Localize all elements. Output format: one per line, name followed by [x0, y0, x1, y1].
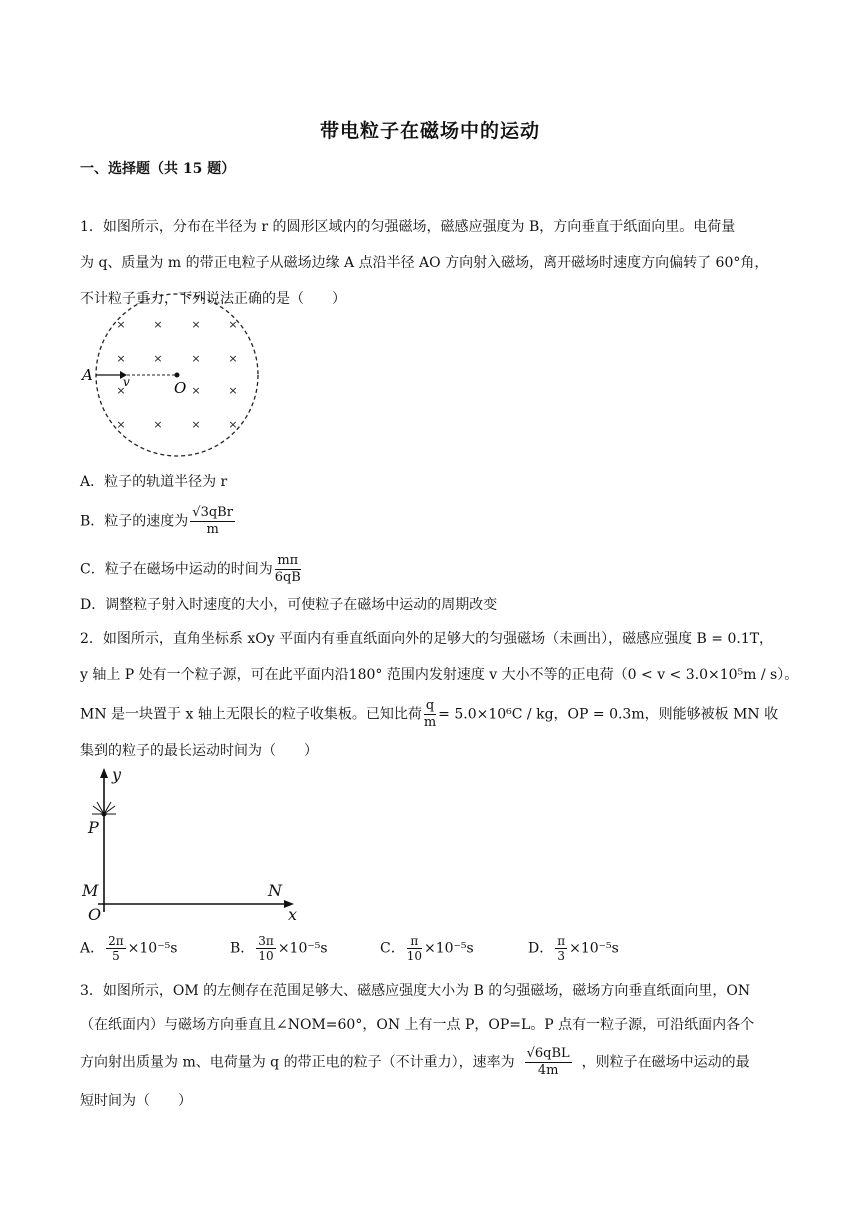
field-cross: ×	[116, 352, 126, 365]
point-P	[102, 812, 107, 817]
q3-line-4: 短时间为（ ）	[80, 1093, 192, 1109]
q2-line-1: 2．如图所示，直角坐标系 xOy 平面内有垂直纸面向外的足够大的匀强磁场（未画出），磁感应强度 B = 0.1T，	[80, 631, 774, 647]
label-O: O	[174, 379, 187, 397]
label-x: x	[288, 905, 298, 924]
field-cross: ×	[191, 384, 201, 397]
field-cross: ×	[116, 418, 126, 431]
q3-line-2: （在纸面内）与磁场方向垂直且∠NOM=60°，ON 上有一点 P，OP=L。P 点有一粒子源，可沿纸面内各个	[80, 1017, 755, 1033]
field-cross: ×	[153, 418, 163, 431]
field-cross: ×	[228, 418, 238, 431]
field-cross: ×	[153, 352, 163, 365]
section-heading: 一、选择题（共 15 题）	[80, 161, 236, 177]
field-cross: ×	[116, 384, 126, 397]
q1-line-3: 不计粒子重力，下列说法正确的是（ ）	[80, 291, 346, 307]
q1-option-d: D．调整粒子射入时速度的大小，可使粒子在磁场中运动的周期改变	[80, 597, 498, 613]
center-point-O	[175, 373, 180, 378]
field-cross: ×	[191, 318, 201, 331]
q2-option-d: D． $\frac{\pi}{3}$ ×10⁻⁵s	[528, 934, 619, 963]
q2-option-c: C． $\frac{\pi}{10}$ ×10⁻⁵s	[380, 934, 474, 963]
field-cross: ×	[228, 384, 238, 397]
label-P: P	[88, 818, 99, 837]
q2-option-b: B． $\frac{3\pi}{10}$ ×10⁻⁵s	[230, 934, 328, 963]
q1-circle-figure	[76, 290, 266, 460]
q3-line-1: 3．如图所示，OM 的左侧存在范围足够大、磁感应强度大小为 B 的匀强磁场，磁场方向垂直纸面向里，ON	[80, 983, 751, 999]
q2-line-4: 集到的粒子的最长运动时间为（ ）	[80, 743, 318, 759]
field-cross: ×	[153, 318, 163, 331]
y-axis-arrowhead	[100, 768, 108, 778]
label-N: N	[268, 881, 282, 900]
q1-option-c: C．粒子在磁场中运动的时间为 $\frac{m\pi}{6qB}$	[80, 553, 301, 585]
q2-option-a: A． $\frac{2\pi}{5}$ ×10⁻⁵s	[80, 934, 178, 963]
field-cross: ×	[228, 352, 238, 365]
q2-axes-figure	[78, 766, 308, 924]
page-title: 带电粒子在磁场中的运动	[319, 120, 540, 142]
q1-option-b: B．粒子的速度为 $\frac{\text{√3qBr}}{m}$	[80, 505, 233, 537]
label-v: v	[123, 375, 130, 389]
q2-line-2: y 轴上 P 处有一个粒子源，可在此平面内沿180° 范围内发射速度 v 大小不等的正电荷（0 < v < 3.0×10⁵m / s）。	[80, 667, 799, 683]
q1-line-1: 1．如图所示，分布在半径为 r 的圆形区域内的匀强磁场，磁感应强度为 B，方向垂直于纸面向里。电荷量	[80, 219, 736, 235]
q1-option-a: A．粒子的轨道半径为 r	[80, 474, 228, 490]
field-cross: ×	[228, 318, 238, 331]
field-cross: ×	[191, 352, 201, 365]
label-A: A	[82, 366, 93, 384]
label-M: M	[82, 881, 99, 900]
q1-line-2: 为 q、质量为 m 的带正电粒子从磁场边缘 A 点沿半径 AO 方向射入磁场，离开磁场时速度方向偏转了 60°角，	[80, 255, 769, 271]
q2-line-3: MN 是一块置于 x 轴上无限长的粒子收集板。已知比荷 $\frac{q}{m}$ = 5.0×10⁶C / kg，OP = 0.3m，则能够被板 MN 收	[80, 698, 779, 730]
q3-line-3: 方向射出质量为 m、电荷量为 q 的带正电的粒子（不计重力），速率为 $\frac{\text{√6qBL}}{4m}$ ，则粒子在磁场中运动的最	[80, 1046, 750, 1078]
label-y: y	[112, 766, 122, 784]
label-O: O	[88, 905, 102, 924]
field-cross: ×	[116, 318, 126, 331]
field-cross: ×	[191, 418, 201, 431]
